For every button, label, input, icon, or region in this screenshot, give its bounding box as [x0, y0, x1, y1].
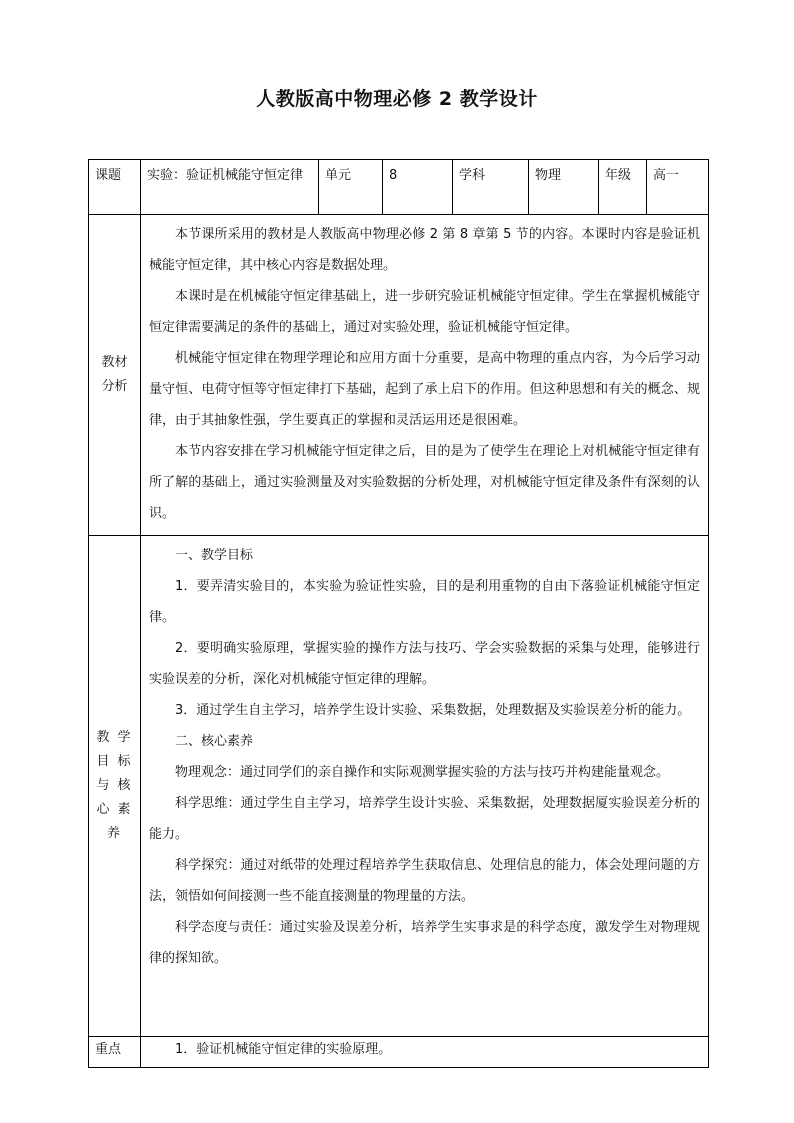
- key-points-label: 重点: [89, 1037, 141, 1068]
- topic-label: 课题: [89, 160, 141, 215]
- goals-paragraph: 物理观念：通过同学们的亲自操作和实际观测掌握实验的方法与技巧并构建能量观念。: [175, 765, 670, 780]
- grade-value: 高一: [647, 160, 709, 215]
- goals-label-line: 心素: [96, 802, 139, 817]
- goals-content: [141, 536, 709, 1037]
- goals-label: [89, 536, 141, 1037]
- goals-heading: 二、核心素养: [175, 734, 254, 749]
- analysis-row: [89, 215, 709, 536]
- key-points-text: 1．验证机械能守恒定律的实验原理。: [141, 1037, 709, 1068]
- lesson-design-table: [88, 159, 709, 1068]
- goals-label-line: 教学: [96, 730, 139, 745]
- analysis-content: [141, 215, 709, 536]
- goals-paragraph: 1．要弄清实验目的，本实验为验证性实验，目的是利用重物的自由下落验证机械能守恒定律。: [149, 579, 700, 625]
- topic-value: 实验：验证机械能守恒定律: [141, 160, 319, 215]
- grade-label: 年级: [599, 160, 647, 215]
- analysis-paragraph: 机械能守恒定律在物理学理论和应用方面十分重要，是高中物理的重点内容，为今后学习动量守恒、电荷守恒等守恒定律打下基础，起到了承上启下的作用。但这种思想和有关的概念、规律，由于其抽象性强，学生要真正的掌握和灵活运用还是很困难。: [149, 351, 700, 428]
- goals-paragraph: 2．要明确实验原理，掌握实验的操作方法与技巧、学会实验数据的采集与处理，能够进行实验误差的分析，深化对机械能守恒定律的理解。: [149, 641, 700, 687]
- header-row: [89, 160, 709, 215]
- goals-label-line: 目标: [96, 754, 139, 769]
- document-title: 人教版高中物理必修 2 教学设计: [256, 88, 538, 110]
- analysis-label: [89, 215, 141, 536]
- goals-paragraph: 科学探究：通过对纸带的处理过程培养学生获取信息、处理信息的能力，体会处理问题的方法，领悟如何间接测一些不能直接测量的物理量的方法。: [149, 858, 700, 904]
- analysis-paragraph: 本节课所采用的教材是人教版高中物理必修 2 第 8 章第 5 节的内容。本课时内容是验证机械能守恒定律，其中核心内容是数据处理。: [149, 227, 700, 273]
- unit-label: 单元: [319, 160, 383, 215]
- goals-paragraph: 科学思维：通过学生自主学习，培养学生设计实验、采集数据，处理数据厦实验误差分析的能力。: [149, 796, 700, 842]
- key-points-row: [89, 1037, 709, 1068]
- goals-paragraph: 科学态度与责任：通过实验及误差分析，培养学生实事求是的科学态度，激发学生对物理规律的探知欲。: [149, 920, 700, 966]
- subject-label: 学科: [453, 160, 529, 215]
- unit-value: 8: [383, 160, 453, 215]
- goals-heading: 一、教学目标: [175, 548, 254, 563]
- goals-paragraph: 3．通过学生自主学习，培养学生设计实验、采集数据，处理数据及实验误差分析的能力。: [175, 703, 691, 718]
- subject-value: 物理: [529, 160, 599, 215]
- analysis-label-line: 教材: [101, 355, 128, 370]
- analysis-paragraph: 本节内容安排在学习机械能守恒定律之后，目的是为了使学生在理论上对机械能守恒定律有所了解的基础上，通过实验测量及对实验数据的分析处理，对机械能守恒定律及条件有深刻的认识。: [149, 444, 700, 521]
- analysis-label-line: 分析: [101, 379, 128, 394]
- goals-row: [89, 536, 709, 1037]
- goals-label-line: 与核: [96, 778, 139, 793]
- goals-label-line: 养: [106, 826, 128, 841]
- analysis-paragraph: 本课时是在机械能守恒定律基础上，进一步研究验证机械能守恒定律。学生在掌握机械能守恒定律需要满足的条件的基础上，通过对实验处理，验证机械能守恒定律。: [149, 289, 700, 335]
